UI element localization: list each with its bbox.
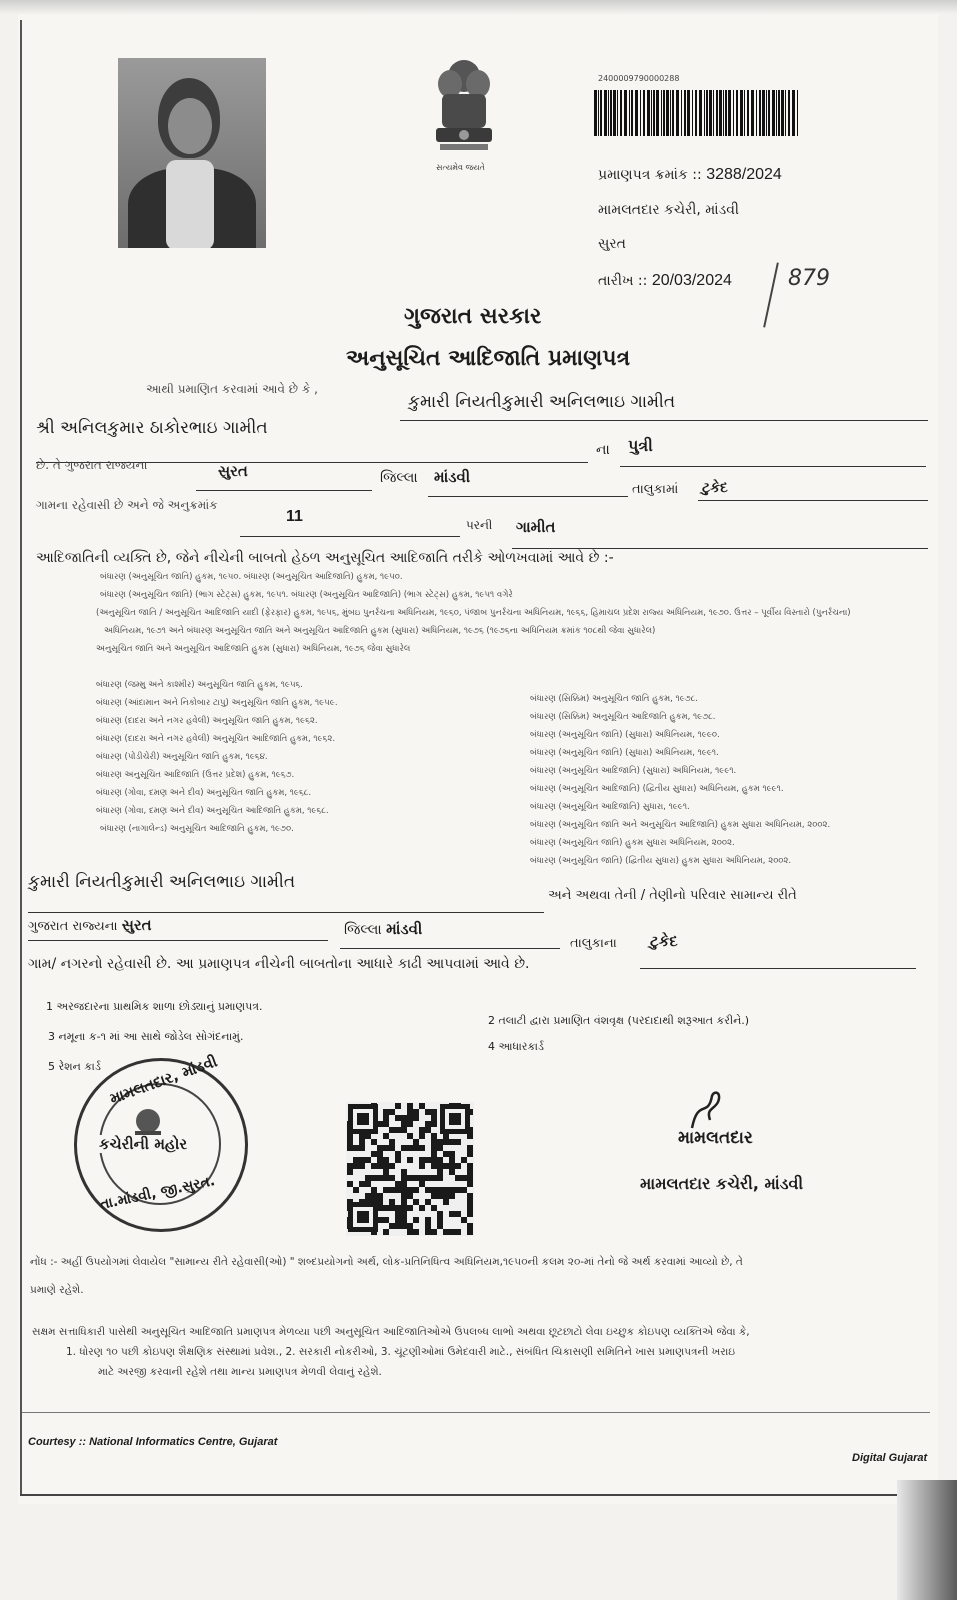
residence-closing-text: ગામ/ નગરનો રહેવાસી છે. આ પ્રમાણપત્ર નીચેની બાબતોના આધારે કાઢી આપવામાં આવે છે. [28, 956, 530, 972]
taluka-label: તાલુકામાં [632, 482, 679, 497]
note-line2: પ્રમાણે રહેશે. [30, 1284, 84, 1296]
order-line: બંધારણ (અનુસૂચિત જાતિ) હુકમ, ૧૯૫૦. બંધારણ (અનુસૂચિત આદિજાતિ) હુકમ, ૧૯૫૦. [100, 572, 403, 582]
residence-name-underline [28, 912, 544, 913]
emblem-caption: સત્યમેવ જયતે [436, 163, 485, 172]
residence-state-text: ગુજરાત રાજ્યના સુરત [28, 916, 152, 934]
certify-text: આથી પ્રમાણિત કરવામાં આવે છે કે , [146, 382, 318, 396]
office-seal [74, 1052, 248, 1232]
order-right-item: બંધારણ (અનુસૂચિત આદિજાતિ) સુધારા, ૧૯૯૧. [530, 802, 690, 812]
document-item: 1 અરજદારના પ્રાથમિક શાળા છોડ્યાનું પ્રમાણપત્ર. [46, 1000, 263, 1013]
order-left-item: બંધારણ (ગોવા, દમણ અને દીવ) અનુસૂચિત આદિજાતિ હુકમ, ૧૯૬૮. [96, 806, 329, 816]
tribe-name: ગામીત [516, 518, 556, 536]
seal-text-middle: કચેરીની મહોર [99, 1135, 188, 1153]
footer-courtesy: Courtesy :: National Informatics Centre, Gujarat [28, 1436, 278, 1448]
order-left-item: બંધારણ (દાદરા અને નગર હવેલી) અનુસૂચિત આદિજાતિ હુકમ, ૧૯૬૨. [96, 734, 336, 744]
applicant-photo [118, 58, 266, 248]
note-paragraph2: 1. ધોરણ ૧૦ પછી કોઇપણ શૈક્ષણિક સંસ્થામાં પ્રવેશ., 2. સરકારી નોકરીઓ, 3. ચૂંટણીઓમાં ઉમેદવારી માટે., સંબંધિત ચિકાસણી સમિતિને ખાસ પ્રમાણપત્રની ખરાઇ [66, 1346, 736, 1358]
applicant-name: કુમારી નિયતીકુમારી અનિલભાઇ ગામીત [408, 392, 676, 412]
note-paragraph1: સક્ષમ સત્તાધિકારી પાસેથી અનુસૂચિત આદિજાતિ પ્રમાણપત્ર મેળવ્યા પછી અનુસૂચિત આદિજાતિઓએ ઉપલબ્ધ લાભો અથવા છૂટછાટો લેવા ઇચ્છુક કોઇપણ વ્યક્તિએ જેવા કે, [32, 1326, 750, 1338]
order-right-item: બંધારણ (અનુસૂચિત જાતિ) હુકમ સુધારા અધિનિયમ, ૨૦૦૨. [530, 838, 735, 848]
residence-name: કુમારી નિયતીકુમારી અનિલભાઇ ગામીત [28, 872, 296, 892]
order-right-item: બંધારણ (સિક્કિમ) અનુસૂચિત જાતિ હુકમ, ૧૯૭૮. [530, 694, 699, 704]
page-top-shadow [0, 0, 957, 14]
residence-village-value: ટુકેદ [650, 932, 678, 950]
footer-brand: Digital Gujarat [852, 1452, 928, 1464]
certificate-date: 20/03/2024 [651, 272, 732, 289]
residence-district-value: સુરત [121, 916, 152, 934]
signature-scribble-icon [688, 1088, 728, 1132]
government-heading: ગુજરાત સરકાર [404, 304, 542, 329]
residence-district-underline [28, 940, 328, 941]
relation: પુત્રી [628, 436, 653, 455]
state-text: છે. તે ગુજરાત રાજ્યના [36, 458, 148, 472]
district-value: સુરત [218, 462, 248, 480]
seal-text-top: મામલતદાર, માંડવી [107, 1052, 220, 1108]
document-item: 4 આધારકાર્ડ [488, 1040, 544, 1053]
residence-district-label: જિલ્લા માંડવી [344, 920, 423, 938]
order-right-item: બંધારણ (અનુસૂચિત જાતિ અને અનુસૂચિત આદિજાતિ) હુકમ સુધારા અધિનિયમ, ૨૦૦૨. [530, 820, 831, 830]
village-underline [698, 500, 928, 501]
order-left-item: બંધારણ (દાદરા અને નગર હવેલી) અનુસૂચિત જાતિ હુકમ, ૧૯૬૨. [96, 716, 318, 726]
ashoka-emblem-icon [428, 54, 500, 174]
district-underline [196, 490, 372, 491]
seal-text-bottom: તા.માંડવી, જી.સુરત. [98, 1173, 217, 1213]
barcode-number: 2400009790000288 [598, 74, 680, 83]
certificate-date-label: તારીખ :: [598, 273, 648, 289]
barcode [594, 90, 800, 136]
order-left-item: બંધારણ અનુસૂચિત આદિજાતિ (ઉત્તર પ્રદેશ) હુકમ, ૧૯૬૭. [96, 770, 295, 780]
issuing-city: સુરત [598, 236, 626, 252]
page-corner-shadow [897, 1480, 957, 1600]
qr-code [346, 1102, 474, 1236]
serial-underline [240, 536, 460, 537]
order-right-item: બંધારણ (અનુસૂચિત આદિજાતિ) (દ્વિતીય સુધારા) અધિનિયમ, હુકમ ૧૯૯૧. [530, 784, 784, 794]
signature-office: મામલતદાર કચેરી, માંડવી [640, 1174, 804, 1193]
bottom-border [20, 1494, 940, 1496]
order-right-item: બંધારણ (અનુસૂચિત જાતિ) (દ્વિતીય સુધારા) હુકમ સુધારા અધિનિયમ, ૨૦૦૨. [530, 856, 792, 866]
taluka-value: માંડવી [434, 468, 471, 486]
document-item: 2 તલાટી દ્વારા પ્રમાણિત વંશવૃક્ષ (પરદાદાથી શરૂઆત કરીને.) [488, 1014, 750, 1027]
par-text: પરની [466, 518, 493, 532]
issuing-office: મામલતદાર કચેરી, માંડવી [598, 202, 739, 218]
certificate-number-label: પ્રમાણપત્ર ક્રમાંક :: [598, 167, 702, 183]
order-left-item: બંધારણ (જમ્મુ અને કાશ્મીર) અનુસૂચિત જાતિ હુકમ, ૧૯૫૬. [96, 680, 304, 690]
order-left-item: બંધારણ (નાગાલેન્ડ) અનુસૂચિત આદિજાતિ હુકમ, ૧૯૭૦. [100, 824, 294, 834]
handwritten-reference: 879 [788, 266, 830, 291]
order-line: બંધારણ (અનુસૂચિત જાતિ) (ભાગ સ્ટેટ્સ) હુકમ, ૧૯૫૧. બંધારણ (અનુસૂચિત આદિજાતિ) (ભાગ સ્ટેટ્સ) હુકમ, ૧૯૫૧ વગેરે [100, 590, 513, 600]
applicant-name-underline [400, 420, 928, 421]
residence-taluka-label: તાલુકાના [570, 936, 617, 951]
serial-number: 11 [286, 508, 303, 525]
document-item: 5 રેશન કાર્ડ [48, 1060, 101, 1073]
tribe-underline [512, 548, 928, 549]
order-right-item: બંધારણ (અનુસૂચિત જાતિ) (સુધારા) અધિનિયમ, ૧૯૯૧. [530, 748, 719, 758]
note-line1: નોંધ :- અહીં ઉપયોગમાં લેવાયેલ "સામાન્ય રીતે રહેવાસી(ઓ) " શબ્દપ્રયોગનો અર્થ, લોક-પ્રતિનિધિત્વ અધિનિયમ,૧૯૫૦ની કલમ ૨૦-માં તેનો જે અર્થ કરવામાં આવ્યો છે, તે [30, 1256, 743, 1268]
resident-text: ગામના રહેવાસી છે અને જે અનુક્રમાંક [36, 498, 218, 512]
certificate-title: અનુસૂચિત આદિજાતિ પ્રમાણપત્ર [346, 346, 631, 371]
na-text: ના [596, 442, 610, 458]
residence-family-text: અને અથવા તેની / તેણીનો પરિવાર સામાન્ય રીતે [548, 888, 797, 903]
order-right-item: બંધારણ (સિક્કિમ) અનુસૂચિત આદિજાતિ હુકમ, ૧૯૭૮. [530, 712, 716, 722]
tribe-description: આદિજાતિની વ્યક્તિ છે, જેને નીચેની બાબતો હેઠળ અનુસૂચિત આદિજાતિ તરીકે ઓળખવામાં આવે છે :- [36, 550, 614, 566]
taluka-underline [428, 496, 628, 497]
certificate-date-row [598, 272, 732, 290]
certificate-number: 3288/2024 [706, 166, 782, 183]
order-right-item: બંધારણ (અનુસૂચિત આદિજાતિ) (સુધારા) અધિનિયમ, ૧૯૯૧. [530, 766, 737, 776]
district-label: જિલ્લા [380, 470, 418, 486]
residence-taluka-value: માંડવી [386, 920, 423, 938]
certificate-number-row [598, 166, 782, 184]
village-value: ટુકેદ [702, 480, 728, 496]
signature-designation: મામલતદાર [678, 1128, 753, 1148]
order-line: અનુસૂચિત જાતિ અને અનુસૂચિત આદિજાતિ હુકમ (સુધારા) અધિનિયમ, ૧૯૭૬ જેવા સુધારેલ [96, 644, 411, 654]
father-name: શ્રી અનિલકુમાર ઠાકોરભાઇ ગામીત [36, 418, 268, 438]
residence-taluka-underline [340, 948, 560, 949]
order-left-item: બંધારણ (પોંડીચેરી) અનુસૂચિત જાતિ હુકમ, ૧૯૬૪. [96, 752, 268, 762]
left-border [20, 20, 22, 1495]
note-paragraph3: માટે અરજી કરવાની રહેશે તથા માન્ય પ્રમાણપત્ર મેળવી લેવાનું રહેશે. [98, 1366, 382, 1378]
residence-village-underline [640, 968, 916, 969]
order-left-item: બંધારણ (ગોવા, દમણ અને દીવ) અનુસૂચિત જાતિ હુકમ, ૧૯૬૮. [96, 788, 312, 798]
document-item: 3 નમૂના ક-૧ માં આ સાથે જોડેલ સોગંદનામું. [48, 1030, 244, 1043]
footer-divider [22, 1412, 930, 1413]
relation-underline [620, 466, 926, 467]
order-line: અધિનિયમ, ૧૯૭૧ અને બંધારણ અનુસૂચિત જાતિ અને અનુસૂચિત આદિજાતિ હુકમ (સુધારા) અધિનિયમ, ૧૯૭૬ (૧૯૭૬ના અધિનિયમ ક્રમાંક ૧૦૮થી જેવા સુધારેલ) [104, 626, 656, 636]
order-line: (અનુસૂચિત જાતિ / અનુસૂચિત આદિજાતિ યાદી (ફેરફાર) હુકમ, ૧૯૫૬, મુંબઇ પુનર્રચના અધિનિયમ, ૧૯૬૦, પંજાબ પુનર્રચના અધિનિયમ, ૧૯૬૬, હિમાચલ પ્રદેશ રાજ્ય અધિનિયમ, ૧૯૭૦. ઉત્તર – પૂર્વીય વિસ્તારો (પુનર્રચના) [96, 608, 851, 618]
order-left-item: બંધારણ (આંદામાન અને નિકોબાર ટાપુ) અનુસૂચિત જાતિ હુકમ, ૧૯૫૯. [96, 698, 338, 708]
order-right-item: બંધારણ (અનુસૂચિત જાતિ) (સુધારા) અધિનિયમ, ૧૯૯૦. [530, 730, 720, 740]
